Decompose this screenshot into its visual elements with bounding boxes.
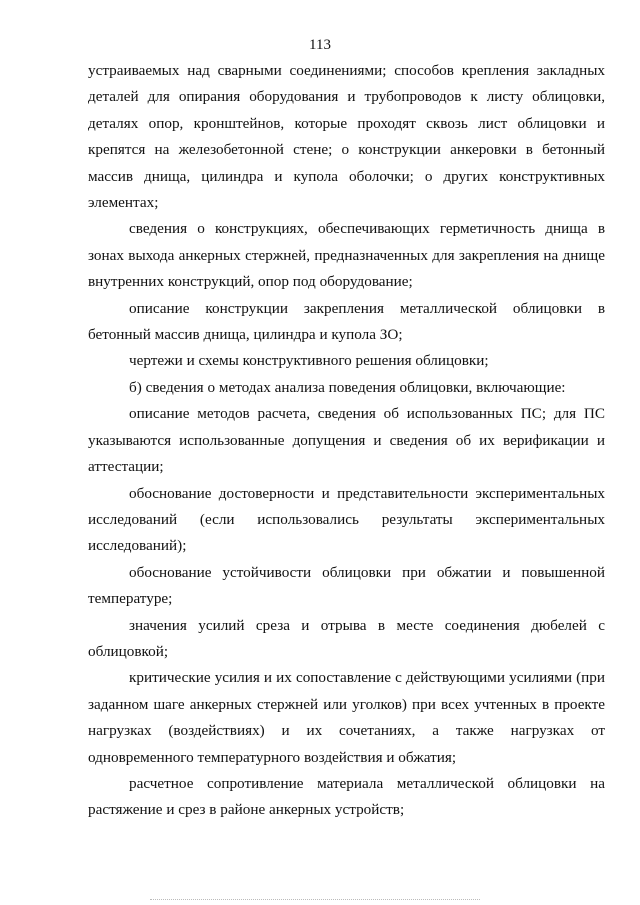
paragraph-11: расчетное сопротивление материала металлической облицовки на растяжение и срез в районе анкерных устройств;	[88, 774, 605, 819]
paragraph-1: устраиваемых над сварными соединениями; способов крепления закладных деталей для опирания оборудования и трубопроводов к листу облицовки, деталях опор, кронштейнов, которые проходят сквозь лист облицовки и крепятся на железобетонной стене; о конструкции анкеровки в бетонный массив днища, цилиндра и купола оболочки; о других конструктивных элементах;	[88, 62, 605, 212]
paragraph-3: описание конструкции закрепления металлической облицовки в бетонный массив днища, цилиндра и купола ЗО;	[88, 299, 605, 344]
document-body	[88, 58, 605, 824]
paragraph-4: чертежи и схемы конструктивного решения облицовки;	[129, 352, 489, 370]
paragraph-6: описание методов расчета, сведения об использованных ПС; для ПС указываются использованные допущения и сведения об их верификации и аттестации;	[88, 405, 605, 476]
paragraph-9: значения усилий среза и отрыва в месте соединения дюбелей с облицовкой;	[88, 616, 605, 660]
scan-edge-marks	[150, 899, 480, 902]
paragraph-7: обоснование достоверности и представительности экспериментальных исследований (если использовались результаты экспериментальных исследований);	[88, 484, 605, 555]
paragraph-10: критические усилия и их сопоставление с действующими усилиями (при заданном шаге анкерных стержней или уголков) при всех учтенных в проекте нагрузках (воздействиях) и их сочетаниях, а также нагрузках от одновременного температурного воздействия и обжатия;	[88, 669, 605, 766]
paragraph-5: б) сведения о методах анализа поведения облицовки, включающие:	[129, 378, 566, 396]
paragraph-8: обоснование устойчивости облицовки при обжатии и повышенной температуре;	[88, 563, 605, 608]
page-number: 113	[309, 37, 331, 53]
paragraph-2: сведения о конструкциях, обеспечивающих герметичность днища в зонах выхода анкерных стержней, предназначенных для закрепления на днище внутренних конструкций, опор под оборудование;	[88, 220, 605, 291]
